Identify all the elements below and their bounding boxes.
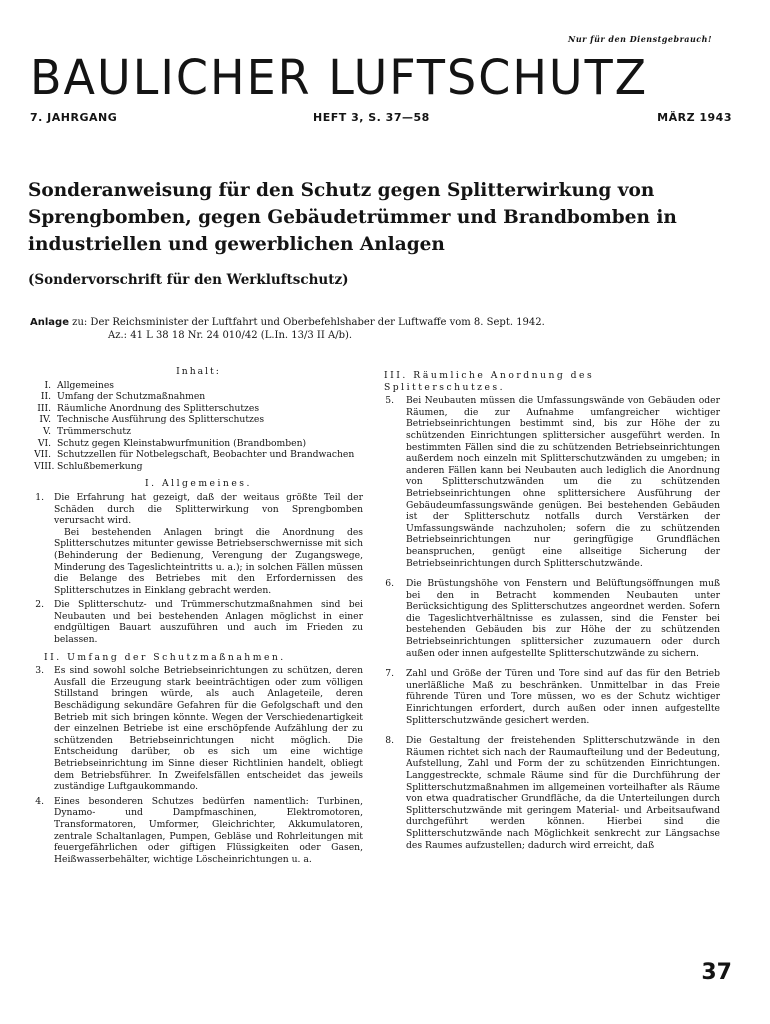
paragraph-8: 8. Die Gestaltung der freistehenden Splitterschutzwände in den Räumen richtet sich nach der Raumaufteilung und der Bedeutung, Aufstellung, Zahl und Form der zu schützenden Einrichtungen. Langgestreckte, schmale Räume sind für die Durchführung der Splitterschutzmaßnahmen im allgemeinen vorteilhafter als Räume von etwa quadratischer Grundfläche, da die Unterteilungen durch Splitterschutzwände mit geringem Material- und Arbeitsaufwand durchgeführt werden können. Hierbei sind die Splitterschutzwände nach Möglichkeit senkrecht zur Längsachse des Raumes aufzustellen; dadurch wird erreicht, daß [385,735,720,851]
attachment-reference [30,316,730,342]
article-subtitle: (Sondervorschrift für den Werkluftschutz) [28,272,349,288]
toc-item: VIII. Schlußbemerkung [34,460,143,472]
right-column [384,366,720,860]
page-number: 37 [701,960,732,985]
paragraph-2: 2. Die Splitterschutz- und Trümmerschutzmaßnahmen sind bei Neubauten und bei bestehenden Anlagen möglichst in einer endgültigen Bauart auszuführen und auch im Frieden zu belassen. [35,599,363,646]
attachment-line-1: zu: Der Reichsminister der Luftfahrt und Oberbefehlshaber der Luftwaffe vom 8. Sept. 1942. [72,317,545,328]
toc-item: III. Räumliche Anordnung des Splitterschutzes [37,402,260,414]
toc-item: VI. Schutz gegen Kleinstabwurfmunition (Brandbomben) [37,437,307,449]
article-title: Sonderanweisung für den Schutz gegen Splitterwirkung von Sprengbomben, gegen Gebäudetrümmer und Brandbomben in industriellen und gewerblichen Anlagen [28,180,677,255]
toc-item: VII. Schutzzellen für Notbelegschaft, Beobachter und Brandwachen [34,449,355,461]
paragraph-3: 3. Es sind sowohl solche Betriebseinrichtungen zu schützen, deren Ausfall die Erzeugung stark beeinträchtigen oder zum völligen Stillstand bringen würde, als auch Anlageteile, deren Beschädigung sekundäre Gefahren für die Gefolgschaft und den Betrieb mit sich bringen könnte. Wegen der Verschiedenartigkeit der einzelnen Betriebe ist eine erschöpfende Aufzählung der zu schützenden Betriebseinrichtungen nicht möglich. Die Entscheidung darüber, ob es sich um eine wichtige Betriebseinrichtung im Sinne dieser Richtlinien handelt, obliegt dem Betriebsführer. In Zweifelsfällen entscheidet das jeweils zuständige Luftgaukommando. [35,665,363,793]
attachment-label: Anlage [30,317,69,328]
paragraph-4: 4. Eines besonderen Schutzes bedürfen namentlich: Turbinen, Dynamo- und Dampfmaschinen, Elektromotoren, Transformatoren, Umformer, Gleichrichter, Akkumulatoren, zentrale Schaltanlagen, Pumpen, Gebläse und Rohrleitungen mit feuergefährlichen oder giftigen Flüssigkeiten oder Gasen, Heißwasserbehälter, wichtige Löscheinrichtungen u. a. [35,795,363,865]
paragraph-5: 5. Bei Neubauten müssen die Umfassungswände von Gebäuden oder Räumen, die zur Aufnahme umfangreicher wichtiger Betriebseinrichtungen bestimmt sind, bis zur Höhe der zu schützenden Einrichtungen splittersicher ausgeführt werden. In bestimmten Fällen sind die zu schützenden Betriebseinrichtungen außerdem noch einzeln mit Splitterschutzwänden zu umgeben; in anderen Fällen kann bei Neubauten auch lediglich die Anordnung von Splitterschutzwänden um die zu schützenden Betriebseinrichtungen ohne splittersichere Ausführung der Gebäudeumfassungswände genügen. Bei bestehenden Gebäuden ist der Splitterschutz notfalls durch Verstärken der Umfassungswände nachzuholen; sofern die zu schützenden Betriebseinrichtungen nur geringfügige Grundflächen beanspruchen, genügt eine allseitige Sicherung der Betriebseinrichtungen durch Splitterschutzwände. [385,395,720,569]
toc-item: V. Trümmerschutz [43,425,131,437]
toc-item: I. Allgemeines [44,379,114,391]
section-heading-2: II. Umfang der Schutzmaßnahmen. [44,651,286,663]
paragraph-7: 7. Zahl und Größe der Türen und Tore sind auf das für den Betrieb unerläßliche Maß zu beschränken. Unmittelbar in das Freie führende Türen und Tore müssen, wo es der Schutz wichtiger Einrichtungen erfordert, durch außen oder innen aufgestellte Splitterschutzwände gesichert werden. [385,668,720,726]
volume-year: 7. JAHRGANG [30,111,118,124]
issue-pages: HEFT 3, S. 37—58 [313,111,430,124]
paragraph-6: 6. Die Brüstungshöhe von Fenstern und Belüftungsöffnungen muß bei den in Betracht kommenden Neubauten unter Berücksichtigung des Splitterschutzes angeordnet werden. Sofern die Tageslichtverhältnisse es zulassen, sind die Fenster bei bestehenden Gebäuden bis zur Höhe der zu schützenden Betriebseinrichtungen splittersicher zuzumauern oder durch außen oder innen aufgestellte Splitterschutzwände zu sichern. [385,578,720,659]
section-heading-3: III. Räumliche Anordnung des Splitterschutzes. [384,370,595,393]
left-column [34,366,363,868]
section-heading-1: I. Allgemeines. [145,478,252,490]
paragraph-1: 1. Die Erfahrung hat gezeigt, daß der weitaus größte Teil der Schäden durch die Splitterwirkung von Sprengbomben verursacht wird. Bei bestehenden Anlagen bringt die Anordnung des Splitterschutzes mitunter gewisse Betriebserschwernisse mit sich (Behinderung der Bedienung, Verengung der Zugangswege, Minderung des Tageslichteintritts u. a.); in solchen Fällen müssen die Belange des Betriebes mit den Erfordernissen des Splitterschutzes in Einklang gebracht werden. [35,491,363,596]
restriction-notice: Nur für den Dienstgebrauch! [568,34,712,44]
toc-heading: Inhalt: [176,366,221,377]
issue-date: MÄRZ 1943 [657,111,732,124]
toc-item: II. Umfang der Schutzmaßnahmen [40,391,206,403]
journal-masthead: BAULICHER LUFTSCHUTZ [30,48,649,106]
attachment-line-2: Az.: 41 L 38 18 Nr. 24 010/42 (L.In. 13/3 II A/b). [108,330,353,341]
table-of-contents [34,380,363,473]
toc-item: IV. Technische Ausführung des Splitterschutzes [39,414,265,426]
